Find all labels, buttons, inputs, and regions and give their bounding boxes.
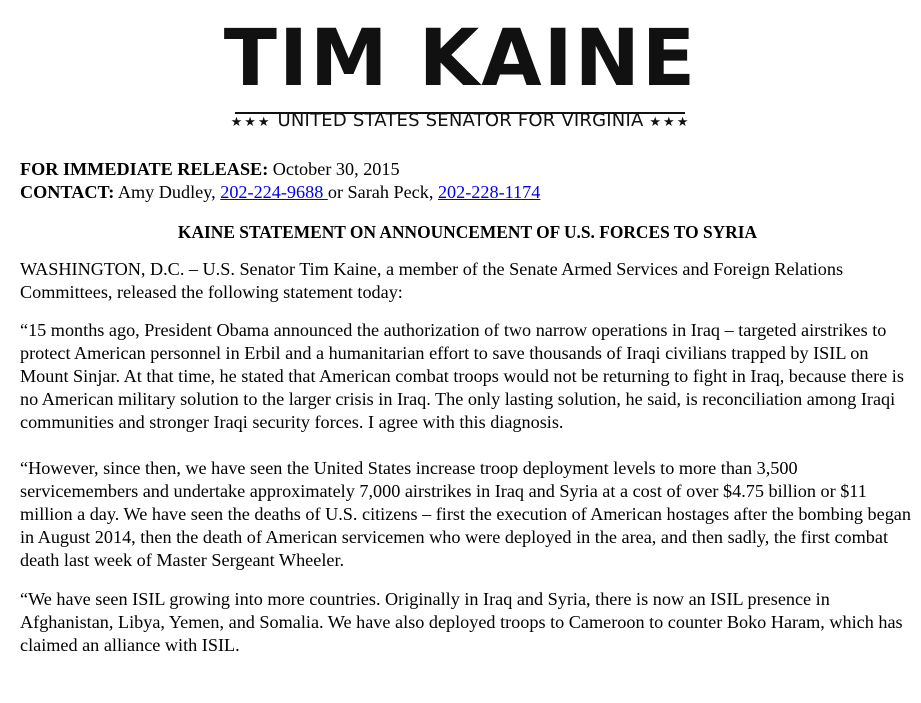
contact-name-1: Amy Dudley, xyxy=(114,182,221,202)
press-release-body xyxy=(20,158,915,657)
stars-right-icon: ★★★ xyxy=(649,115,691,130)
release-label: FOR IMMEDIATE RELEASE: xyxy=(20,159,269,179)
tagline-text: UNITED STATES SENATOR FOR VIRGINIA xyxy=(277,110,644,131)
letterhead xyxy=(0,14,921,104)
paragraph-statement-2: “However, since then, we have seen the United States increase troop deployment levels to more than 3,500 servicemembers and undertake approximately 7,000 airstrikes in Iraq and Syria at a cost of over $4.75 billion or $11 million a day. We have seen the deaths of U.S. citizens – first the execution of American hostages after the bombing began in August 2014, then the death of American servicemen who were deployed in the area, and then sadly, the first combat death last week of Master Sergeant Wheeler. xyxy=(20,458,911,570)
contact-phone-2-link[interactable]: 202-228-1174 xyxy=(437,182,541,202)
release-line xyxy=(20,158,915,181)
letterhead-tagline xyxy=(0,110,921,134)
contact-phone-1-link[interactable]: 202-224-9688 xyxy=(220,182,328,202)
release-date: October 30, 2015 xyxy=(268,159,400,179)
contact-label: CONTACT: xyxy=(20,182,115,202)
contact-line xyxy=(20,181,915,204)
press-release-headline: KAINE STATEMENT ON ANNOUNCEMENT OF U.S. FORCES TO SYRIA xyxy=(177,222,758,242)
senator-name-logo: TIM KAINE xyxy=(223,14,698,104)
paragraph-statement-3: “We have seen ISIL growing into more countries. Originally in Iraq and Syria, there is now an ISIL presence in Afghanistan, Libya, Yemen, and Somalia. We have also deployed troops to Cameroon to counter Boko Haram, which has claimed an alliance with ISIL. xyxy=(20,589,903,655)
contact-between: or Sarah Peck, xyxy=(327,182,438,202)
paragraph-statement-1: “15 months ago, President Obama announced the authorization of two narrow operations in Iraq – targeted airstrikes to protect American personnel in Erbil and a humanitarian effort to save thousands of Iraqi civilians trapped by ISIL on Mount Sinjar. At that time, he stated that American combat troops would not be returning to fight in Iraq, because there is no American military solution to the larger crisis in Iraq. The only lasting solution, he said, is reconciliation among Iraqi communities and stronger Iraqi security forces. I agree with this diagnosis. xyxy=(20,320,904,432)
paragraph-intro: WASHINGTON, D.C. – U.S. Senator Tim Kaine, a member of the Senate Armed Services and Foreign Relations Committees, released the following statement today: xyxy=(20,259,844,302)
stars-left-icon: ★★★ xyxy=(230,115,272,130)
